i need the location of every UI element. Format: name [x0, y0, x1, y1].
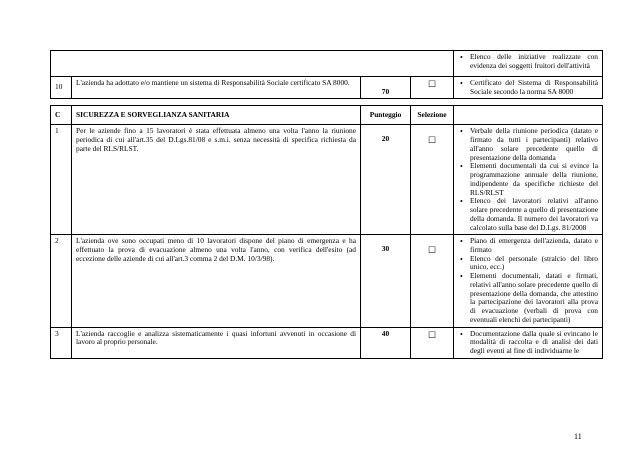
list-item: • Certificato del Sistema di Responsabilità Sociale secondo la norma SA 8000 [470, 79, 598, 96]
table-row-continued [51, 51, 603, 77]
page-number: 11 [574, 432, 582, 441]
documents-cell [454, 235, 603, 327]
list-item: • Elenco del personale (stralcio del libro unico, ecc.) [470, 255, 598, 272]
documents-cell [454, 77, 603, 99]
table-row [51, 327, 603, 358]
documents-cell [454, 125, 603, 235]
row-description: Per le aziende fino a 15 lavoratori è stata effettuata almeno una volta l'anno la riunione periodica di cui all'art.35 del D.Lgs.81/08 e s.m.i. senza necessità di specifica richiesta da parte del RLS/RLST. [72, 125, 361, 235]
table-row [51, 235, 603, 327]
row-score: 20 [361, 125, 411, 235]
list-item: • Piano di emergenza dell'azienda, datato e firmato [470, 237, 598, 254]
list-item: • Elementi documentali, datati e firmati, relativi all'anno solare precedente quello di presentazione della domanda, che attestino la partecipazione dei lavoratori alla prova di evacuazione (verbali di prova con eventuali elenchi dei partecipanti) [470, 272, 598, 324]
row-score: 30 [361, 235, 411, 327]
list-item: • Elenco dei lavoratori relativi all'anno solare precedente a quello di presentazione della domanda. Il numero dei lavoratori va calcolato sulla base del D.Lgs. 81/2008 [470, 197, 598, 232]
selection-checkbox[interactable]: ☐ [411, 235, 454, 327]
table-row [51, 77, 603, 99]
row-number: 1 [51, 125, 72, 235]
table-row [51, 125, 603, 235]
empty-header-cell [454, 106, 603, 125]
selection-checkbox[interactable]: ☐ [411, 77, 454, 99]
score-header: Punteggio [361, 106, 411, 125]
section-letter: C [51, 106, 72, 125]
list-item: • Documentazione dalla quale si evincano le modalità di raccolta e di analisi dei dati degli eventi al fine di individuarne le [470, 330, 598, 356]
empty-cell [51, 51, 454, 77]
documents-cell [454, 327, 603, 358]
row-description: L'azienda ha adottato e/o mantiene un sistema di Responsabilità Sociale certificato SA 8000. [72, 77, 361, 99]
criteria-table [50, 50, 603, 359]
selection-checkbox[interactable]: ☐ [411, 327, 454, 358]
row-description: L'azienda raccoglie e analizza sistematicamente i quasi infortuni avvenuti in occasione di lavoro al proprio personale. [72, 327, 361, 358]
row-number: 10 [51, 77, 72, 99]
row-number: 3 [51, 327, 72, 358]
spacer-row [51, 99, 603, 106]
list-item: • Elenco delle iniziative realizzate con evidenza dei soggetti fruitori dell'attività [470, 53, 598, 70]
row-number: 2 [51, 235, 72, 327]
documents-cell [454, 51, 603, 77]
row-description: L'azienda ove sono occupati meno di 10 lavoratori dispone del piano di emergenza e ha effettuato la prova di evacuazione almeno una volta l'anno, con verifica dell'esito (ad eccezione delle aziende di cui all'art.3 comma 2 del D.M. 10/3/98). [72, 235, 361, 327]
row-score: 70 [361, 77, 411, 99]
section-header-row [51, 106, 603, 125]
list-item: • Verbale della riunione periodica (datato e firmato da tutti i partecipanti) relativo all'anno solare precedente quello di presentazione della domanda [470, 127, 598, 162]
selection-header: Selezione [411, 106, 454, 125]
list-item: • Elementi documentali da cui si evince la programmazione annuale della riunione, indipendente da specifiche richieste del RLS/RLST [470, 162, 598, 197]
row-score: 40 [361, 327, 411, 358]
section-title: SICUREZZA E SORVEGLIANZA SANITARIA [72, 106, 361, 125]
selection-checkbox[interactable]: ☐ [411, 125, 454, 235]
